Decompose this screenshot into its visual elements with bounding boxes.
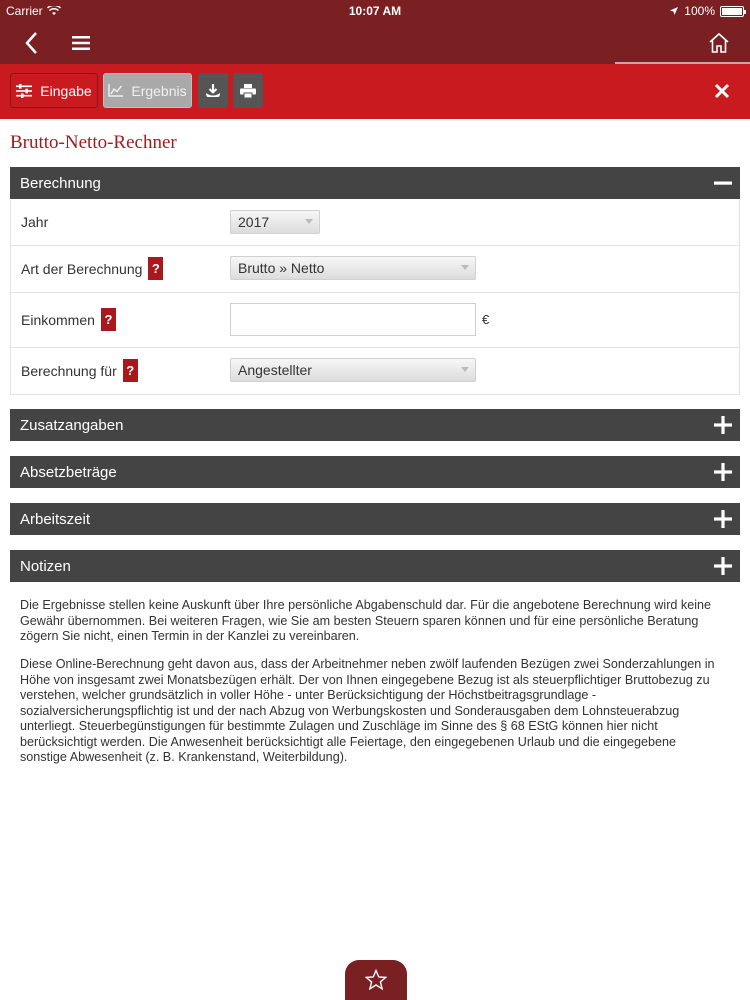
einkommen-label xyxy=(21,308,116,331)
fuer-label xyxy=(21,359,138,382)
star-icon xyxy=(365,969,387,991)
section-notizen-label: Notizen xyxy=(20,557,71,575)
sliders-icon xyxy=(16,84,32,98)
einkommen-label-text: Einkommen xyxy=(21,311,95,328)
section-arbeitszeit[interactable] xyxy=(10,503,740,535)
currency-unit: € xyxy=(482,312,490,327)
form-row-berechnung-fuer xyxy=(11,348,739,395)
plus-icon[interactable] xyxy=(714,510,732,528)
fuer-select-value: Angestellter xyxy=(238,362,312,378)
section-notizen[interactable] xyxy=(10,550,740,582)
fuer-select[interactable] xyxy=(230,358,476,382)
battery-percent: 100% xyxy=(684,4,715,18)
help-einkommen-button[interactable]: ? xyxy=(101,308,116,331)
assumptions-paragraph: Diese Online-Berechnung geht davon aus, dass der Arbeitnehmer neben zwölf laufenden Bezügen zwei Sonderzahlungen in Höhe von insgesamt zwei Monatsbezügen erhält. Der von Ihnen eingegebene Bezug ist als steuerpflichtiger Bruttobezug zu verstehen, welcher grundsätzlich in voller Höhe - unter Berücksichtigung der Höchstbeitragsgrundlage - sozialversicherungspflichtig ist und der nach Abzug von Werbungskosten und Sonderausgaben dem Lohnsteuerabzug unterliegt. Steuerbegünstigungen für bestimmte Zulagen und Zuschläge im Sinne des § 68 EStG können hier nicht berücksichtigt werden. Die Anwesenheit berücksichtigt alle Feiertage, den eingegebenen Urlaub und die eingegebene sonstige Abwesenheit (z. B. Krankenstand, Weiterbildung). xyxy=(20,657,715,764)
section-berechnung[interactable] xyxy=(10,167,740,199)
art-select[interactable] xyxy=(230,256,476,280)
chevron-left-icon xyxy=(24,31,38,55)
plus-icon[interactable] xyxy=(714,557,732,575)
section-zusatzangaben[interactable] xyxy=(10,409,740,441)
eingabe-button[interactable] xyxy=(10,73,98,108)
form-row-art xyxy=(11,246,739,293)
select-arrow-icon xyxy=(461,265,469,270)
select-arrow-icon xyxy=(461,367,469,372)
jahr-label xyxy=(21,214,48,230)
toolbar xyxy=(0,64,750,119)
back-button[interactable] xyxy=(14,26,48,60)
plus-icon[interactable] xyxy=(714,463,732,481)
form-row-jahr xyxy=(11,200,739,246)
einkommen-input[interactable] xyxy=(230,303,476,336)
page-title: Brutto-Netto-Rechner xyxy=(10,132,177,153)
status-bar xyxy=(0,0,750,22)
plus-icon[interactable] xyxy=(714,416,732,434)
location-arrow-icon xyxy=(669,6,679,16)
art-select-value: Brutto » Netto xyxy=(238,260,325,276)
print-button[interactable] xyxy=(233,73,263,108)
art-label-text: Art der Berechnung xyxy=(21,260,143,277)
berechnung-form xyxy=(10,200,740,395)
help-art-button[interactable]: ? xyxy=(148,257,163,280)
jahr-select-value: 2017 xyxy=(238,214,270,230)
menu-button[interactable] xyxy=(64,26,98,60)
battery-icon xyxy=(720,6,744,17)
favorite-button[interactable] xyxy=(345,960,407,1000)
jahr-select[interactable] xyxy=(230,210,320,234)
ergebnis-button[interactable] xyxy=(103,73,192,108)
section-absetzbetraege-label: Absetzbeträge xyxy=(20,463,117,481)
download-button[interactable] xyxy=(198,73,228,108)
fuer-label-text: Berechnung für xyxy=(21,362,117,379)
download-icon xyxy=(205,83,221,99)
ergebnis-label: Ergebnis xyxy=(131,82,187,99)
jahr-label-text: Jahr xyxy=(21,214,49,230)
printer-icon xyxy=(240,84,256,98)
hamburger-menu-icon xyxy=(72,36,90,50)
minus-icon[interactable] xyxy=(714,174,732,192)
disclaimer-paragraph: Die Ergebnisse stellen keine Auskunft über Ihre persönliche Abgabenschuld dar. Für die angebotene Berechnung wird keine Gewähr übernommen. Bei weiteren Fragen, wie Sie am besten Steuern sparen können und für eine persönliche Beratung zögern Sie nicht, einen Termin in der Kanzlei zu vereinbaren. xyxy=(20,598,712,643)
close-button[interactable] xyxy=(710,79,734,103)
status-right xyxy=(669,4,744,18)
nav-bar xyxy=(0,22,750,64)
home-button[interactable] xyxy=(702,26,736,60)
status-time: 10:07 AM xyxy=(348,4,402,18)
select-arrow-icon xyxy=(305,219,313,224)
section-zusatzangaben-label: Zusatzangaben xyxy=(20,416,124,434)
section-berechnung-label: Berechnung xyxy=(20,174,101,192)
help-fuer-button[interactable]: ? xyxy=(123,359,138,382)
home-icon xyxy=(708,32,730,54)
eingabe-label: Eingabe xyxy=(40,82,92,99)
form-row-einkommen xyxy=(11,293,739,348)
carrier-label: Carrier xyxy=(6,4,43,18)
art-label xyxy=(21,257,163,280)
close-icon xyxy=(714,83,730,99)
line-chart-icon xyxy=(108,84,123,97)
section-absetzbetraege[interactable] xyxy=(10,456,740,488)
section-arbeitszeit-label: Arbeitszeit xyxy=(20,510,91,528)
